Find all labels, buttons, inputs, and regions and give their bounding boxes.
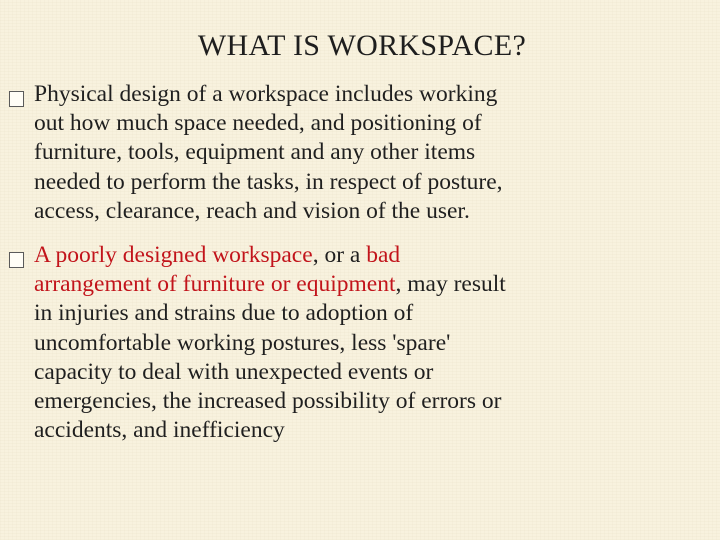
bullet-line: emergencies, the increased possibility of errors or — [34, 388, 502, 415]
bullet-line: uncomfortable working postures, less 'spare' — [34, 329, 451, 356]
bullet-line: needed to perform the tasks, in respect of posture, — [34, 168, 503, 195]
slide-title: WHAT IS WORKSPACE? — [197, 29, 527, 62]
bullet-line: out how much space needed, and positioning of — [34, 110, 482, 137]
text-segment: , may result — [395, 271, 506, 298]
bullet-line: access, clearance, reach and vision of the user. — [34, 197, 470, 224]
bullet-line: accidents, and inefficiency — [34, 417, 285, 444]
bullet-line — [34, 241, 674, 270]
bullet-line: capacity to deal with unexpected events or — [34, 358, 434, 385]
bullet-line: Physical design of a workspace includes working — [34, 81, 498, 107]
square-bullet-icon — [9, 252, 24, 268]
bullet-text — [34, 80, 674, 226]
square-bullet-icon — [9, 91, 24, 107]
highlight-arrangement: arrangement of furniture or equipment — [34, 271, 396, 298]
highlight-bad: bad — [366, 242, 401, 268]
text-segment: , or a — [312, 242, 367, 268]
bullet-line — [34, 270, 674, 299]
bullet-line: in injuries and strains due to adoption of — [34, 300, 414, 327]
highlight-poorly-designed-workspace: A poorly designed workspace — [34, 242, 313, 268]
bullet-line: furniture, tools, equipment and any other items — [34, 139, 476, 166]
bullet-text — [34, 241, 674, 445]
